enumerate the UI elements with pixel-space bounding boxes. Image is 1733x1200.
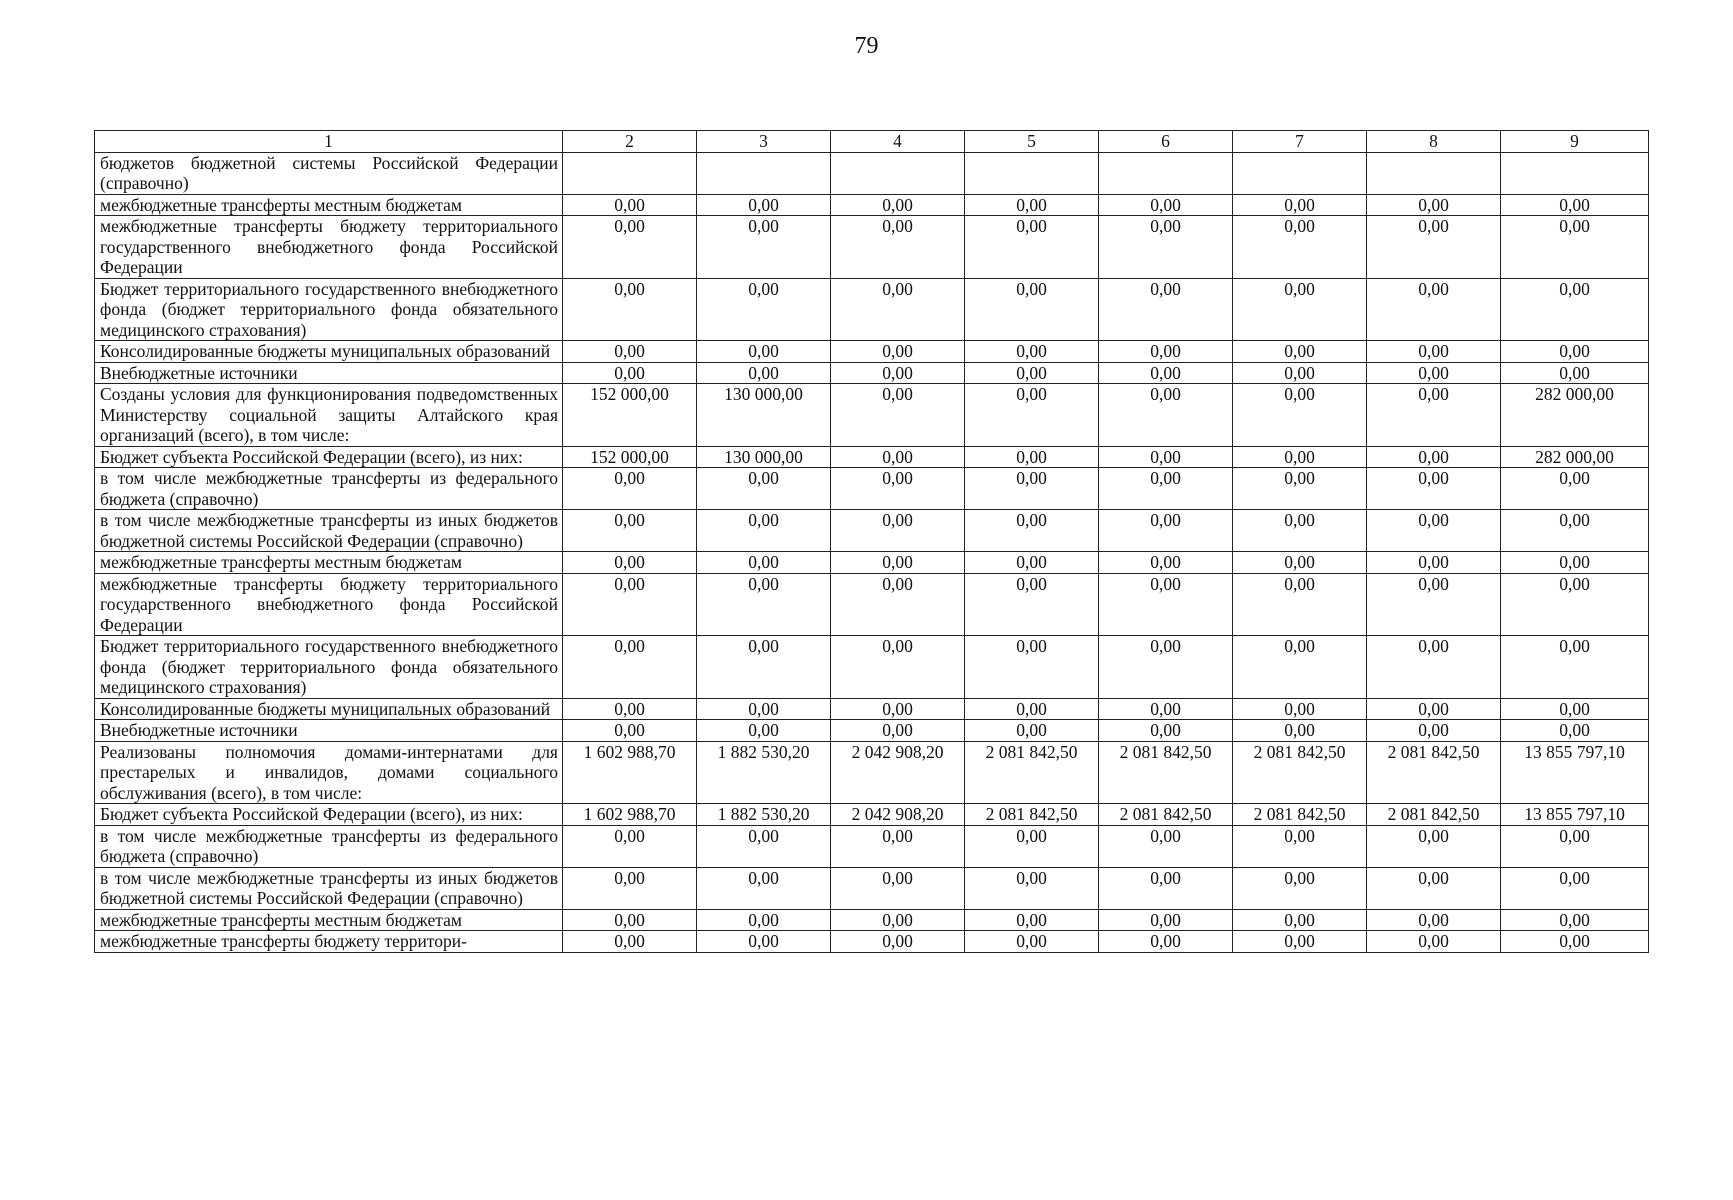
table-row [95, 867, 1649, 909]
row-label: Консолидированные бюджеты муниципальных образований [95, 341, 563, 363]
value-cell: 0,00 [563, 931, 697, 953]
value-cell: 0,00 [1367, 931, 1501, 953]
value-cell: 0,00 [1233, 867, 1367, 909]
value-cell: 0,00 [1099, 636, 1233, 699]
value-cell: 0,00 [1501, 510, 1649, 552]
row-label: Созданы условия для функционирования подведомственных Министерству социальной защиты Алтайского края организаций (всего), в том числе: [95, 384, 563, 447]
value-cell: 0,00 [1233, 384, 1367, 447]
table-row [95, 720, 1649, 742]
value-cell: 13 855 797,10 [1501, 741, 1649, 804]
row-label: межбюджетные трансферты бюджету территори- [95, 931, 563, 953]
column-header: 4 [831, 131, 965, 153]
value-cell: 0,00 [1501, 698, 1649, 720]
value-cell: 2 081 842,50 [965, 741, 1099, 804]
value-cell: 0,00 [1233, 341, 1367, 363]
row-label: бюджетов бюджетной системы Российской Федерации (справочно) [95, 152, 563, 194]
value-cell: 0,00 [1233, 825, 1367, 867]
value-cell [563, 152, 697, 194]
value-cell: 0,00 [965, 552, 1099, 574]
value-cell: 0,00 [1099, 194, 1233, 216]
value-cell: 0,00 [965, 698, 1099, 720]
value-cell: 2 081 842,50 [1367, 804, 1501, 826]
value-cell: 0,00 [1099, 698, 1233, 720]
value-cell: 0,00 [1501, 720, 1649, 742]
value-cell: 0,00 [697, 510, 831, 552]
value-cell: 0,00 [1233, 720, 1367, 742]
value-cell: 0,00 [1233, 278, 1367, 341]
value-cell: 0,00 [563, 698, 697, 720]
column-header: 7 [1233, 131, 1367, 153]
value-cell: 0,00 [563, 825, 697, 867]
value-cell: 0,00 [831, 216, 965, 279]
value-cell: 0,00 [697, 931, 831, 953]
row-label: Реализованы полномочия домами-интернатами для престарелых и инвалидов, домами социального обслуживания (всего), в том числе: [95, 741, 563, 804]
row-label: Бюджет территориального государственного внебюджетного фонда (бюджет территориального фонда обязательного медицинского страхования) [95, 278, 563, 341]
value-cell: 0,00 [1367, 720, 1501, 742]
value-cell: 0,00 [697, 825, 831, 867]
value-cell: 0,00 [1501, 636, 1649, 699]
value-cell: 0,00 [1367, 825, 1501, 867]
value-cell: 0,00 [831, 446, 965, 468]
column-header: 8 [1367, 131, 1501, 153]
value-cell: 0,00 [1367, 468, 1501, 510]
value-cell: 0,00 [965, 216, 1099, 279]
value-cell: 0,00 [1501, 573, 1649, 636]
value-cell: 2 081 842,50 [1233, 804, 1367, 826]
value-cell: 0,00 [697, 909, 831, 931]
value-cell: 0,00 [563, 867, 697, 909]
row-label: в том числе межбюджетные трансферты из федерального бюджета (справочно) [95, 468, 563, 510]
value-cell: 0,00 [563, 636, 697, 699]
value-cell: 0,00 [1099, 931, 1233, 953]
value-cell: 0,00 [1233, 573, 1367, 636]
value-cell: 1 602 988,70 [563, 741, 697, 804]
row-label: Бюджет субъекта Российской Федерации (всего), из них: [95, 804, 563, 826]
value-cell: 0,00 [965, 362, 1099, 384]
value-cell: 0,00 [697, 194, 831, 216]
value-cell: 2 081 842,50 [1099, 741, 1233, 804]
table-row [95, 698, 1649, 720]
value-cell: 0,00 [831, 573, 965, 636]
value-cell: 1 882 530,20 [697, 804, 831, 826]
value-cell: 0,00 [831, 698, 965, 720]
column-header: 5 [965, 131, 1099, 153]
table-row [95, 446, 1649, 468]
value-cell: 0,00 [965, 636, 1099, 699]
value-cell: 0,00 [1233, 931, 1367, 953]
value-cell: 0,00 [965, 446, 1099, 468]
value-cell: 0,00 [1233, 362, 1367, 384]
value-cell: 0,00 [1099, 384, 1233, 447]
value-cell: 0,00 [697, 468, 831, 510]
value-cell: 2 042 908,20 [831, 741, 965, 804]
value-cell: 0,00 [1501, 341, 1649, 363]
value-cell: 0,00 [965, 573, 1099, 636]
value-cell: 0,00 [1233, 698, 1367, 720]
value-cell: 0,00 [697, 573, 831, 636]
value-cell: 0,00 [965, 384, 1099, 447]
value-cell: 0,00 [1501, 362, 1649, 384]
value-cell: 0,00 [965, 720, 1099, 742]
value-cell: 0,00 [1501, 194, 1649, 216]
value-cell: 0,00 [1099, 446, 1233, 468]
value-cell: 0,00 [1367, 341, 1501, 363]
value-cell: 0,00 [1501, 468, 1649, 510]
value-cell: 0,00 [1367, 552, 1501, 574]
table-row [95, 804, 1649, 826]
value-cell: 0,00 [1367, 446, 1501, 468]
value-cell: 0,00 [697, 216, 831, 279]
table-row [95, 741, 1649, 804]
table-row [95, 216, 1649, 279]
value-cell: 0,00 [1501, 867, 1649, 909]
value-cell: 282 000,00 [1501, 446, 1649, 468]
row-label: Бюджет субъекта Российской Федерации (всего), из них: [95, 446, 563, 468]
value-cell [831, 152, 965, 194]
value-cell: 0,00 [965, 909, 1099, 931]
value-cell: 130 000,00 [697, 446, 831, 468]
value-cell: 0,00 [965, 278, 1099, 341]
column-header: 6 [1099, 131, 1233, 153]
value-cell: 0,00 [697, 341, 831, 363]
value-cell: 0,00 [1233, 909, 1367, 931]
value-cell: 1 882 530,20 [697, 741, 831, 804]
value-cell: 1 602 988,70 [563, 804, 697, 826]
value-cell: 0,00 [1099, 867, 1233, 909]
row-label: в том числе межбюджетные трансферты из иных бюджетов бюджетной системы Российской Федерации (справочно) [95, 867, 563, 909]
value-cell: 0,00 [1099, 573, 1233, 636]
value-cell: 0,00 [1367, 636, 1501, 699]
value-cell: 0,00 [1367, 216, 1501, 279]
value-cell: 0,00 [1099, 341, 1233, 363]
column-header: 2 [563, 131, 697, 153]
value-cell: 0,00 [1367, 909, 1501, 931]
value-cell: 0,00 [563, 341, 697, 363]
value-cell: 0,00 [1367, 573, 1501, 636]
header-row [95, 131, 1649, 153]
value-cell: 0,00 [831, 909, 965, 931]
value-cell: 0,00 [697, 867, 831, 909]
value-cell: 0,00 [965, 825, 1099, 867]
value-cell [697, 152, 831, 194]
value-cell: 0,00 [965, 468, 1099, 510]
value-cell: 0,00 [563, 909, 697, 931]
value-cell: 2 081 842,50 [1367, 741, 1501, 804]
row-label: Внебюджетные источники [95, 362, 563, 384]
value-cell: 152 000,00 [563, 384, 697, 447]
value-cell: 0,00 [965, 194, 1099, 216]
table-row [95, 909, 1649, 931]
column-header: 3 [697, 131, 831, 153]
row-label: в том числе межбюджетные трансферты из иных бюджетов бюджетной системы Российской Федерации (справочно) [95, 510, 563, 552]
value-cell: 0,00 [1501, 931, 1649, 953]
value-cell: 0,00 [1099, 278, 1233, 341]
value-cell: 0,00 [965, 341, 1099, 363]
value-cell: 0,00 [1099, 909, 1233, 931]
value-cell: 0,00 [831, 867, 965, 909]
table-row [95, 384, 1649, 447]
value-cell: 2 081 842,50 [965, 804, 1099, 826]
value-cell: 0,00 [831, 362, 965, 384]
value-cell: 0,00 [1501, 825, 1649, 867]
value-cell: 2 081 842,50 [1099, 804, 1233, 826]
table-row [95, 552, 1649, 574]
value-cell: 0,00 [1367, 194, 1501, 216]
value-cell: 0,00 [563, 573, 697, 636]
row-label: межбюджетные трансферты местным бюджетам [95, 194, 563, 216]
value-cell: 0,00 [1367, 384, 1501, 447]
value-cell: 130 000,00 [697, 384, 831, 447]
value-cell [1099, 152, 1233, 194]
value-cell: 0,00 [1233, 636, 1367, 699]
value-cell: 0,00 [1099, 468, 1233, 510]
value-cell [1501, 152, 1649, 194]
value-cell: 0,00 [1099, 552, 1233, 574]
value-cell: 0,00 [1501, 216, 1649, 279]
row-label: Внебюджетные источники [95, 720, 563, 742]
value-cell: 0,00 [563, 362, 697, 384]
value-cell: 0,00 [1367, 698, 1501, 720]
table-row [95, 573, 1649, 636]
value-cell: 0,00 [831, 341, 965, 363]
column-header: 9 [1501, 131, 1649, 153]
value-cell: 0,00 [697, 278, 831, 341]
value-cell: 0,00 [563, 278, 697, 341]
value-cell: 0,00 [1367, 510, 1501, 552]
value-cell: 0,00 [1367, 867, 1501, 909]
page-number: 79 [854, 33, 879, 59]
value-cell: 0,00 [965, 510, 1099, 552]
table-row [95, 278, 1649, 341]
value-cell: 152 000,00 [563, 446, 697, 468]
value-cell: 0,00 [1099, 825, 1233, 867]
table-header [95, 131, 1649, 153]
value-cell: 0,00 [831, 825, 965, 867]
value-cell: 0,00 [563, 194, 697, 216]
value-cell: 0,00 [831, 720, 965, 742]
value-cell: 0,00 [831, 468, 965, 510]
value-cell: 0,00 [563, 216, 697, 279]
value-cell: 0,00 [1099, 362, 1233, 384]
value-cell: 0,00 [965, 867, 1099, 909]
value-cell: 0,00 [697, 698, 831, 720]
value-cell: 0,00 [563, 468, 697, 510]
value-cell: 0,00 [831, 931, 965, 953]
value-cell: 0,00 [1233, 510, 1367, 552]
value-cell: 282 000,00 [1501, 384, 1649, 447]
value-cell: 0,00 [1099, 510, 1233, 552]
value-cell: 0,00 [697, 362, 831, 384]
budget-table [94, 130, 1649, 953]
value-cell [1233, 152, 1367, 194]
value-cell: 0,00 [965, 931, 1099, 953]
table-row [95, 636, 1649, 699]
value-cell: 0,00 [1233, 446, 1367, 468]
table-row [95, 931, 1649, 953]
row-label: межбюджетные трансферты местным бюджетам [95, 552, 563, 574]
value-cell: 0,00 [563, 510, 697, 552]
row-label: межбюджетные трансферты местным бюджетам [95, 909, 563, 931]
value-cell: 0,00 [563, 552, 697, 574]
row-label: межбюджетные трансферты бюджету территориального государственного внебюджетного фонда Российской Федерации [95, 573, 563, 636]
value-cell: 0,00 [563, 720, 697, 742]
value-cell: 0,00 [1501, 552, 1649, 574]
value-cell: 0,00 [1233, 468, 1367, 510]
value-cell: 13 855 797,10 [1501, 804, 1649, 826]
value-cell: 0,00 [831, 384, 965, 447]
table-row [95, 825, 1649, 867]
value-cell: 2 042 908,20 [831, 804, 965, 826]
value-cell: 0,00 [697, 636, 831, 699]
value-cell: 0,00 [1501, 278, 1649, 341]
value-cell: 0,00 [697, 720, 831, 742]
table-row [95, 341, 1649, 363]
column-header: 1 [95, 131, 563, 153]
row-label: в том числе межбюджетные трансферты из федерального бюджета (справочно) [95, 825, 563, 867]
value-cell: 0,00 [1367, 362, 1501, 384]
value-cell: 0,00 [1233, 552, 1367, 574]
value-cell: 0,00 [697, 552, 831, 574]
value-cell: 2 081 842,50 [1233, 741, 1367, 804]
row-label: Консолидированные бюджеты муниципальных образований [95, 698, 563, 720]
value-cell: 0,00 [1233, 194, 1367, 216]
value-cell: 0,00 [1099, 720, 1233, 742]
value-cell: 0,00 [831, 510, 965, 552]
value-cell: 0,00 [831, 194, 965, 216]
table-row [95, 510, 1649, 552]
row-label: Бюджет территориального государственного внебюджетного фонда (бюджет территориального фонда обязательного медицинского страхования) [95, 636, 563, 699]
table-row [95, 362, 1649, 384]
table-row [95, 152, 1649, 194]
value-cell: 0,00 [831, 636, 965, 699]
table-body [95, 152, 1649, 952]
value-cell [965, 152, 1099, 194]
value-cell [1367, 152, 1501, 194]
value-cell: 0,00 [1367, 278, 1501, 341]
value-cell: 0,00 [1501, 909, 1649, 931]
value-cell: 0,00 [1099, 216, 1233, 279]
table-row [95, 194, 1649, 216]
row-label: межбюджетные трансферты бюджету территориального государственного внебюджетного фонда Российской Федерации [95, 216, 563, 279]
value-cell: 0,00 [1233, 216, 1367, 279]
value-cell: 0,00 [831, 278, 965, 341]
value-cell: 0,00 [831, 552, 965, 574]
table-row [95, 468, 1649, 510]
